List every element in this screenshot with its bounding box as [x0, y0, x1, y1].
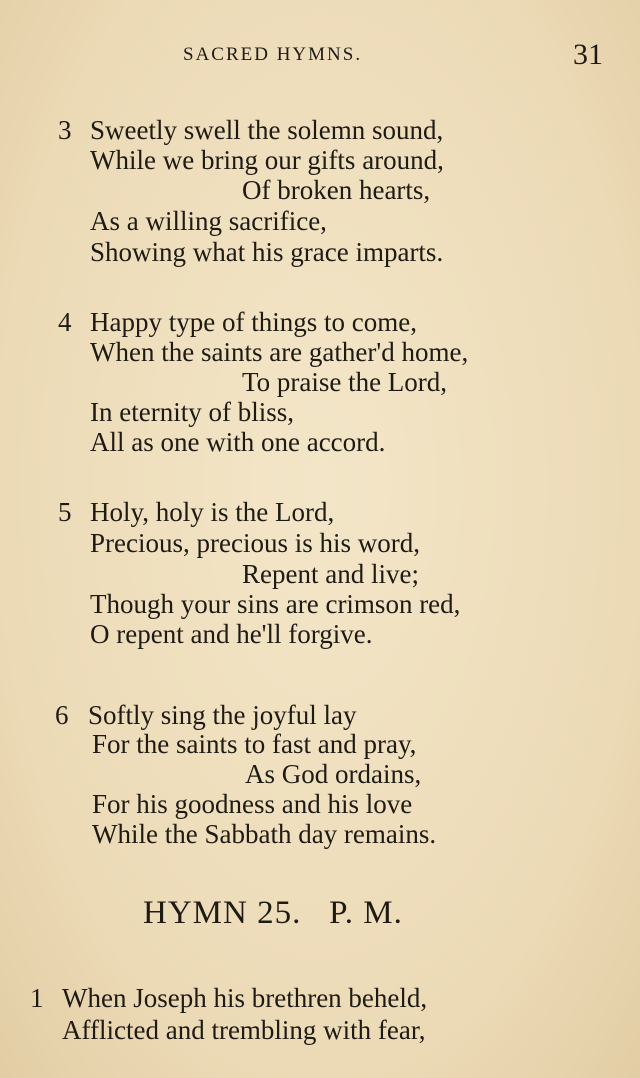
verse-line: Softly sing the joyful lay: [88, 700, 357, 730]
stanza-number: 6: [55, 700, 69, 730]
verse-line: Afflicted and trembling with fear,: [62, 1015, 426, 1045]
verse-line: While the Sabbath day remains.: [92, 819, 437, 849]
verse-line: Repent and live;: [242, 559, 419, 589]
hymn-title: HYMN 25. P. M.: [143, 895, 403, 931]
verse-line: Of broken hearts,: [242, 175, 431, 205]
verse-line: For his goodness and his love: [92, 789, 413, 819]
verse-line: In eternity of bliss,: [90, 397, 294, 427]
verse-line: For the saints to fast and pray,: [92, 729, 417, 759]
stanza-number: 4: [58, 307, 72, 337]
stanza-number: 1: [30, 983, 44, 1013]
verse-line: Sweetly swell the solemn sound,: [90, 115, 444, 145]
page-number: 31: [573, 38, 603, 71]
verse-line: O repent and he'll forgive.: [90, 619, 373, 649]
stanza-number: 3: [58, 115, 72, 145]
verse-line: Holy, holy is the Lord,: [90, 497, 335, 527]
verse-line: As a willing sacrifice,: [90, 206, 327, 236]
verse-line: All as one with one accord.: [90, 427, 386, 457]
verse-line: When Joseph his brethren beheld,: [62, 983, 428, 1013]
verse-line: To praise the Lord,: [242, 367, 448, 397]
verse-line: When the saints are gather'd home,: [90, 337, 469, 367]
verse-line: Happy type of things to come,: [90, 307, 417, 337]
verse-line: Though your sins are crimson red,: [90, 589, 461, 619]
verse-line: While we bring our gifts around,: [90, 145, 444, 175]
stanza-number: 5: [58, 497, 72, 527]
verse-line: As God ordains,: [245, 759, 422, 789]
verse-line: Precious, precious is his word,: [90, 528, 420, 558]
running-title: SACRED HYMNS.: [183, 44, 363, 65]
verse-line: Showing what his grace imparts.: [90, 237, 444, 267]
